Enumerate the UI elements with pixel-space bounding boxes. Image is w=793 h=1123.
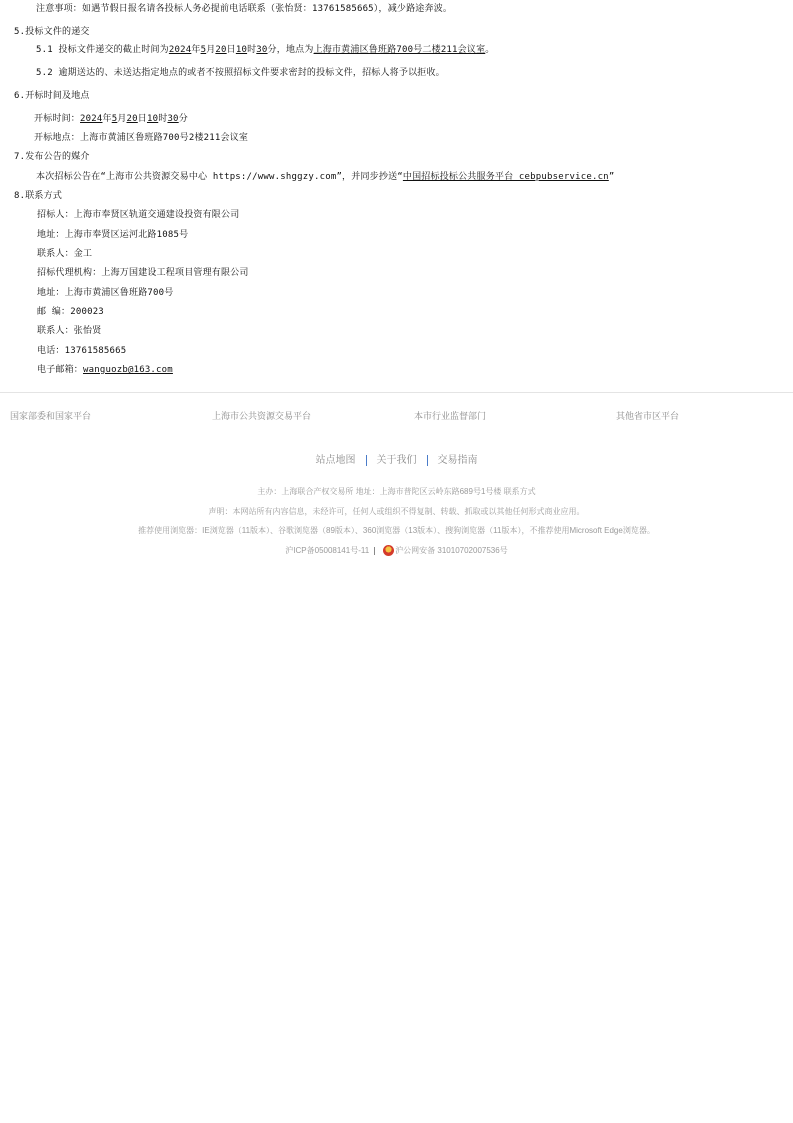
sitemap-link[interactable]: 站点地图	[315, 455, 356, 466]
police-badge-icon	[383, 545, 394, 556]
opening-month-char: 月	[117, 114, 127, 124]
hour-char: 时	[247, 45, 257, 55]
year-char: 年	[191, 45, 201, 55]
tenderer-address: 地址：上海市奉贤区运河北路1085号	[37, 230, 189, 240]
browser-recommendation: 推荐使用浏览器：IE浏览器（11版本）、谷歌浏览器（89版本）、360浏览器（13版本）、搜狗浏览器（11版本），不推荐使用Microsoft Edge浏览器。	[138, 526, 655, 535]
email-link[interactable]: wanguozb@163.com	[83, 365, 173, 375]
media-suffix: ”	[608, 172, 615, 182]
nav-separator	[427, 455, 428, 466]
opening-hour: 10	[146, 114, 159, 124]
partner-other-provinces[interactable]: 其他省市区平台	[616, 411, 680, 421]
agent: 招标代理机构：上海万国建设工程项目管理有限公司	[37, 268, 249, 278]
deadline-end: 。	[485, 45, 495, 55]
opening-place: 开标地点：上海市黄浦区鲁班路700号2楼211会议室	[34, 133, 249, 143]
icp-separator	[374, 547, 375, 555]
deadline-month: 5	[200, 45, 207, 55]
section-5-title: 5.投标文件的递交	[14, 27, 90, 37]
media-line	[36, 171, 614, 183]
deadline-year: 2024	[168, 45, 192, 55]
opening-day: 20	[126, 114, 138, 124]
guide-link[interactable]: 交易指南	[437, 455, 478, 466]
section-6-title: 6.开标时间及地点	[14, 91, 90, 101]
footer-divider	[0, 392, 793, 393]
postcode: 邮 编：200023	[37, 307, 104, 317]
late-submission-rule: 5.2 逾期送达的、未送达指定地点的或者不按照招标文件要求密封的投标文件，招标人将予以拒收。	[36, 68, 445, 78]
icp-line	[0, 545, 793, 556]
email-line	[37, 364, 173, 376]
deadline-hour: 10	[235, 45, 248, 55]
note-line: 注意事项：如遇节假日报名请各投标人务必提前电话联系（张怡贤：13761585665），减少路途奔波。	[36, 4, 453, 14]
copyright-statement: 声明：本网站所有内容信息，未经许可，任何人或组织不得复制、转载、抓取或以其他任何形式商业应用。	[208, 507, 585, 516]
submission-deadline	[36, 44, 494, 56]
opening-year: 2024	[80, 114, 103, 124]
opening-year-char: 年	[102, 114, 112, 124]
police-record[interactable]: 沪公网安备 31010702007536号	[395, 546, 508, 555]
day-char: 日	[226, 45, 236, 55]
footer-nav	[0, 451, 793, 466]
partner-regulators[interactable]: 本市行业监督部门	[414, 411, 487, 421]
opening-hour-char: 时	[158, 114, 168, 124]
email-label: 电子邮箱：	[37, 365, 84, 375]
icp-number[interactable]: 沪ICP备05008141号-11	[285, 546, 370, 555]
host-info: 主办：上海联合产权交易所 地址：上海市普陀区云岭东路689号1号楼 联系方式	[257, 487, 536, 496]
cebpub-link[interactable]: 中国招标投标公共服务平台 cebpubservice.cn	[402, 172, 609, 182]
partner-national[interactable]: 国家部委和国家平台	[10, 411, 92, 421]
agent-address: 地址：上海市黄浦区鲁班路700号	[37, 288, 174, 298]
tenderer: 招标人：上海市奉贤区轨道交通建设投资有限公司	[37, 210, 240, 220]
opening-month: 5	[111, 114, 118, 124]
deadline-place: 上海市黄浦区鲁班路700号二楼211会议室	[313, 45, 486, 55]
opening-minute: 30	[167, 114, 179, 124]
media-prefix: 本次招标公告在“上海市公共资源交易中心 https://www.shggzy.com”，并同步抄送“	[36, 172, 403, 182]
month-char: 月	[206, 45, 216, 55]
deadline-day: 20	[215, 45, 227, 55]
deadline-mid: 分，地点为	[267, 45, 314, 55]
tenderer-contact: 联系人：金工	[37, 249, 93, 259]
opening-time	[34, 113, 188, 125]
section-7-title: 7.发布公告的媒介	[14, 152, 90, 162]
nav-separator	[366, 455, 367, 466]
deadline-minute: 30	[256, 45, 268, 55]
partner-shanghai[interactable]: 上海市公共资源交易平台	[212, 411, 312, 421]
opening-minute-char: 分	[178, 114, 188, 124]
phone: 电话：13761585665	[37, 346, 127, 356]
opening-day-char: 日	[137, 114, 147, 124]
deadline-prefix: 5.1 投标文件递交的截止时间为	[36, 45, 169, 55]
about-link[interactable]: 关于我们	[376, 455, 417, 466]
section-8-title: 8.联系方式	[14, 191, 63, 201]
opening-time-label: 开标时间：	[34, 114, 81, 124]
agent-contact: 联系人：张怡贤	[37, 326, 102, 336]
